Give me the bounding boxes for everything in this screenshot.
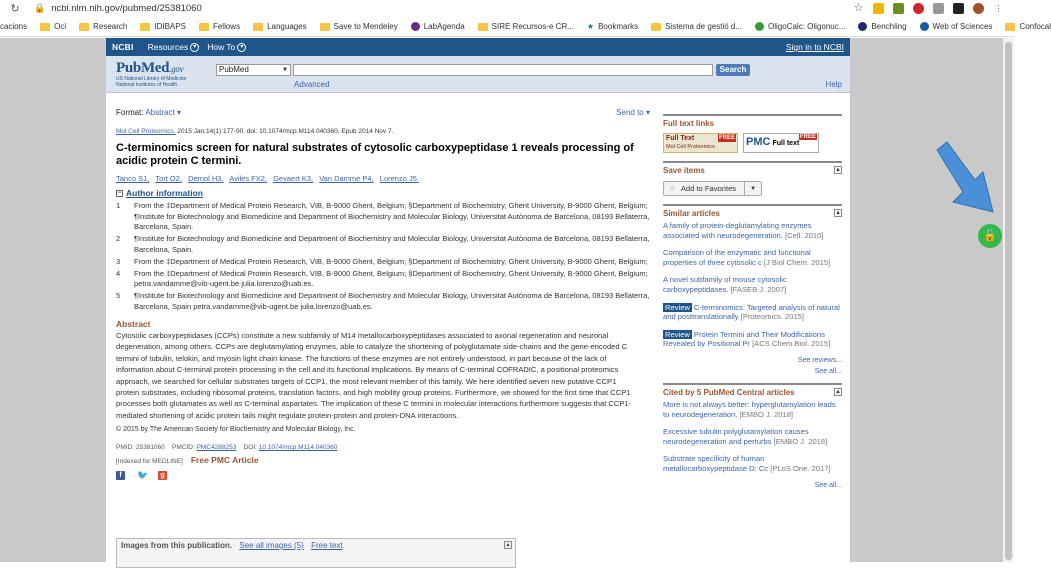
bookmark-item[interactable]: Languages: [253, 22, 307, 31]
resources-label: Resources: [147, 42, 189, 52]
ft-logo-line2: Mol Cell Proteomics: [666, 144, 715, 150]
images-from-publication: [116, 538, 516, 568]
see-all-images-link[interactable]: See all images (5): [239, 541, 304, 550]
database-select-value: PubMed: [219, 65, 249, 74]
author-link[interactable]: Lorenzo J5.: [379, 174, 419, 183]
cited-article-link[interactable]: [663, 427, 842, 446]
save-items-label: Save items: [663, 166, 705, 175]
copyright: © 2015 by The American Society for Biochemistry and Molecular Biology, Inc.: [116, 426, 356, 434]
full-text-links-heading: Full text links: [663, 119, 715, 128]
affiliation-text: From the ‡Department of Medical Protein Research, VIB, B-9000 Ghent, Belgium; §Department of Biochemistry, Ghent University, B-9000 Ghent, Belgium; ¶Institute for Biotechnology and Biomedicine and Department of Biochemistry and Molecular Biology, Universitat Autònoma de Barcelona, 08193 Bellaterra, Barcelona, Spain.: [134, 201, 650, 231]
ft-logo-line1: Full Text: [666, 135, 695, 142]
send-to-dropdown[interactable]: Send to ▾: [616, 108, 650, 117]
free-text-link[interactable]: Free text: [311, 541, 343, 550]
cited-article-source: [EMBO J. 2018]: [773, 436, 828, 446]
advanced-search-link[interactable]: Advanced: [294, 80, 330, 89]
affiliation-item: [116, 234, 650, 255]
site-icon: [411, 22, 420, 31]
cited-by-label: Cited by 5 PubMed Central articles: [663, 387, 795, 397]
help-link[interactable]: Help: [825, 80, 842, 89]
affiliation-item: [116, 291, 650, 312]
avatar[interactable]: [973, 3, 984, 14]
folder-icon: [478, 23, 488, 31]
cited-article-source: [PLoS One. 2017]: [770, 463, 831, 473]
affiliation-number: 1: [116, 201, 121, 210]
extensions-area: [853, 3, 1004, 14]
author-link[interactable]: Gevaert K3,: [273, 174, 314, 183]
full-text-logos: [663, 133, 842, 153]
cited-article-link[interactable]: [663, 454, 842, 473]
similar-article-title: A family of protein-deglutamylating enzymes associated with neurodegeneration.: [663, 221, 812, 240]
cited-article-title: Excessive tubulin polyglutamylation causes neurodegeneration and perturbs: [663, 427, 809, 446]
bookmark-item[interactable]: Save to Mendeley: [320, 22, 398, 31]
similar-articles-section: [663, 204, 842, 375]
pubmed-logo[interactable]: [116, 60, 196, 88]
browser-viewport: [0, 38, 1014, 562]
bookmark-item[interactable]: SIRE Recursos-e CR...: [478, 22, 574, 31]
extension-icon[interactable]: [953, 3, 964, 14]
affiliation-number: 2: [116, 234, 121, 243]
chevron-down-icon: ▾: [190, 43, 199, 52]
author-link[interactable]: Van Damme P4,: [319, 174, 374, 183]
pubmed-logo-text: PubMed: [116, 60, 170, 76]
author-link[interactable]: Tanco S1,: [116, 174, 150, 183]
author-link[interactable]: Aviles FX2,: [229, 174, 267, 183]
author-info-label: Author information: [126, 188, 203, 198]
author-link[interactable]: Tort O2,: [155, 174, 182, 183]
pubmed-search-header: [106, 56, 850, 93]
similar-article-title: Protein Termini and Their Modifications Revealed by Positional Pr: [663, 329, 825, 349]
bookmarks-bar: [0, 17, 1051, 37]
folder-icon: [140, 23, 150, 31]
abstract-text: Cytosolic carboxypeptidases (CCPs) constitute a new subfamily of M14 metallocarboxypeptidases associated to axonal regeneration and neuronal degeneration, among others. CCPs are deglutamylating enzymes, able to catalyze the shortening of polyglutamate side-chains and the gene-encoded C termini of tubulin, telokin, and myosin light chain kinase. The functions of these enzymes are not entirely understood, in part because of the lack of information about C-terminal protein processing in the cell and its functional implications. By means of C-terminal COFRADIC, a positional proteomics approach, we searched for cellular substrates targets of CCP1, the most relevant member of this family. We here identified seven new putative CCP1 protein substrates, including ribosomal proteins, translation factors, and high mobility group proteins. Furthermore, we showed for the first time that CCP1 processes both glutamates as well as C-terminal aspartates. The implication of these C termini in molecular interactions furthermore suggests that CCP1-mediated shortening of acidic protein tails might regulate protein-protein and protein-DNA interactions.: [116, 331, 632, 420]
similar-article-source: [Proteomics. 2015]: [740, 312, 805, 322]
similar-article-link[interactable]: [663, 303, 842, 322]
chevron-down-icon: ▼: [282, 67, 288, 73]
format-value: Abstract: [145, 108, 175, 117]
bookmark-item[interactable]: Benchling: [858, 22, 906, 31]
affiliation-item: [116, 201, 650, 233]
affiliation-number: 4: [116, 268, 121, 278]
pinterest-icon[interactable]: [913, 3, 924, 14]
similar-article-link[interactable]: [663, 221, 842, 240]
site-icon: [858, 22, 867, 31]
citation-details: 2015 Jan;14(1):177-90. doi: 10.1074/mcp.M114.040360. Epub 2014 Nov 7.: [177, 128, 394, 135]
format-row: [116, 108, 650, 120]
abstract-heading: Abstract: [116, 319, 151, 329]
similar-article-link[interactable]: [663, 275, 842, 294]
similar-article-title: Comparison of the enzymatic and functional properties of three cytosolic c: [663, 248, 811, 267]
resources-menu[interactable]: [148, 42, 200, 52]
author-info-toggle[interactable]: [116, 188, 650, 198]
citation: [116, 128, 650, 135]
cited-article-link[interactable]: [663, 400, 842, 419]
cited-article-title: More is not always better: hyperglutamylation leads to neurodegeneration.: [663, 399, 836, 419]
full-text-links-section: [663, 114, 842, 153]
share-twitter-icon[interactable]: 🐦: [137, 470, 149, 481]
bookmark-item[interactable]: Confocal: [1005, 22, 1051, 31]
cited-by-heading: [663, 388, 842, 400]
author-link[interactable]: Demol H3,: [188, 174, 224, 183]
extension-icon[interactable]: [873, 3, 884, 14]
see-all-cited-link[interactable]: See all...: [814, 481, 842, 489]
bookmark-item[interactable]: Sistema de gestió d...: [651, 22, 742, 31]
pubmed-logo-sub2: National Institutes of Health: [116, 81, 178, 88]
folder-icon: [199, 23, 209, 31]
signin-link[interactable]: Sign in to NCBI: [785, 42, 844, 52]
pubmed-page: [106, 38, 850, 562]
similar-article-source: [ACS Chem Biol. 2015]: [752, 339, 831, 349]
search-input[interactable]: [293, 64, 713, 76]
publisher-full-text-link[interactable]: [663, 133, 738, 153]
cited-article-title: Substrate specificity of human metallocarboxypeptidase D: Cc: [663, 454, 769, 473]
similar-article-source: [FASEB J. 2007]: [730, 284, 787, 294]
indexed-row: [116, 455, 650, 465]
chevron-down-icon: ▾: [237, 43, 246, 52]
identifier-row: [116, 444, 650, 451]
section-divider: [663, 114, 842, 116]
similar-article-source: [Cell. 2010]: [785, 230, 824, 240]
see-reviews-link[interactable]: See reviews...: [798, 356, 842, 364]
pmcid-link[interactable]: PMC4288253: [196, 444, 237, 452]
add-to-favorites-button[interactable]: [663, 181, 762, 196]
chevron-down-icon[interactable]: ▼: [750, 185, 757, 192]
save-items-section: [663, 161, 842, 196]
doi-label: DOI:: [243, 444, 257, 452]
pubmed-logo-gov: .gov: [169, 64, 184, 74]
article-title: C-terminomics screen for natural substrates of cytosolic carboxypeptidase 1 reveals processing of acidic protein C termini.: [116, 142, 634, 167]
site-icon: [920, 22, 929, 31]
article-main: [116, 108, 650, 480]
section-divider: [663, 161, 842, 163]
share-google-icon[interactable]: g: [158, 471, 167, 480]
send-to-label: Send to: [616, 108, 644, 117]
affiliation-number: 3: [116, 256, 121, 266]
affiliation-text: ¶Institute for Biotechnology and Biomedicine and Department of Biochemistry and Molecular Biology, Universitat Autònoma de Barcelona, 08193 Bellaterra, Barcelona, Spain.: [134, 234, 650, 254]
site-icon: [755, 22, 764, 31]
blue-arrow-icon: [935, 142, 995, 214]
save-items-heading: [663, 166, 842, 178]
green-lock-icon[interactable]: 🔓: [978, 224, 1002, 248]
collapse-icon[interactable]: ▴: [834, 166, 842, 174]
affiliation-item: [116, 269, 650, 290]
bookmark-item[interactable]: IDIBAPS: [140, 22, 186, 31]
page-scrollbar[interactable]: [1003, 38, 1014, 562]
pmid: PMID: 25381060: [116, 444, 165, 452]
menu-icon[interactable]: ⋮: [994, 4, 1003, 13]
collapse-icon[interactable]: ▴: [834, 388, 842, 396]
author-list: [116, 174, 650, 183]
pmc-logo-text: PMC: [746, 136, 771, 148]
folder-icon: [651, 23, 661, 31]
pmcid-label: PMCID:: [172, 444, 195, 452]
affiliation-item: [116, 257, 650, 268]
section-divider: [663, 383, 842, 385]
extension-icon[interactable]: [933, 3, 944, 14]
cited-article-source: [EMBO J. 2018]: [739, 409, 794, 419]
images-label: Images from this publication.: [121, 541, 233, 550]
format-dropdown[interactable]: Abstract ▾: [145, 108, 181, 117]
review-badge: Review: [665, 329, 690, 339]
see-all-similar-link[interactable]: See all...: [814, 367, 842, 375]
free-badge: FREE: [718, 135, 735, 141]
indexed-label: [Indexed for MEDLINE]: [116, 458, 183, 466]
folder-icon: [79, 23, 89, 31]
database-select[interactable]: [216, 64, 291, 76]
similar-article-source: [J Biol Chem. 2015]: [763, 257, 831, 267]
bookmark-item[interactable]: cacions: [0, 22, 28, 31]
right-sidebar: [663, 114, 842, 497]
share-row: [116, 471, 650, 480]
pubmed-logo-sub1: US National Library of Medicine: [116, 76, 187, 82]
affiliation-text: ¶Institute for Biotechnology and Biomedicine and Department of Biochemistry and Molecular Biology, Universitat Autònoma de Barcelona, 08193 Bellaterra, Barcelona, Spain petra.vandamme@vib-ugent.be julia.lorenzo@uab.es.: [134, 291, 650, 311]
add-to-favorites-label: Add to Favorites: [680, 184, 737, 193]
similar-article-title: C-terminomics: Targeted analysis of natural and posttranslationally: [663, 302, 840, 322]
journal-link[interactable]: Mol Cell Proteomics.: [116, 128, 176, 135]
share-facebook-icon[interactable]: f: [116, 471, 125, 480]
lock-icon[interactable]: 🔒: [34, 3, 46, 13]
similar-articles-label: Similar articles: [663, 209, 720, 218]
bookmark-item[interactable]: Web of Sciences: [920, 22, 993, 31]
affiliation-text: From the ‡Department of Medical Protein Research, VIB, B-9000 Ghent, Belgium; §Department of Biochemistry, Ghent University, B-9000 Ghent, Belgium; petra.vandamme@vib-ugent.be julia.lorenzo@uab.es.: [134, 268, 648, 288]
pmc-full-text-label: Full text: [772, 140, 800, 147]
folder-icon: [320, 23, 330, 31]
bookmark-item[interactable]: Research: [79, 22, 127, 31]
affiliation-list: [116, 201, 650, 312]
similar-article-link[interactable]: [663, 330, 842, 349]
pmc-full-text-link[interactable]: [743, 133, 819, 153]
affiliation-number: 5: [116, 291, 121, 300]
extension-icon[interactable]: [893, 3, 904, 14]
free-pmc-article: Free PMC Article: [190, 455, 259, 466]
collapse-icon: −: [117, 189, 122, 196]
browser-toolbar: [0, 0, 1014, 17]
doi-link[interactable]: 10.1074/mcp.M114.040360: [258, 444, 338, 452]
howto-label: How To: [207, 42, 236, 52]
collapse-icon[interactable]: ▴: [834, 209, 842, 217]
bookmark-item[interactable]: LabAgenda: [411, 22, 465, 31]
folder-icon: [1005, 23, 1015, 31]
star-icon[interactable]: ☆: [853, 2, 864, 14]
bookmark-item[interactable]: OligoCalc: Oligonuc...: [755, 22, 845, 31]
similar-article-link[interactable]: [663, 248, 842, 267]
folder-icon: [40, 23, 50, 31]
bookmark-item[interactable]: Fellows: [199, 22, 240, 31]
review-badge: Review: [665, 302, 690, 312]
similar-articles-heading: [663, 209, 842, 221]
collapse-icon[interactable]: ▴: [504, 541, 512, 549]
ncbi-top-bar: [106, 38, 850, 56]
section-divider: [663, 204, 842, 206]
cited-by-section: [663, 383, 842, 489]
folder-icon: [253, 23, 263, 31]
free-badge: FREE: [799, 134, 816, 140]
scrollbar-thumb[interactable]: [1005, 42, 1012, 560]
format-label: Format:: [116, 108, 144, 117]
search-button[interactable]: Search: [716, 64, 750, 76]
star-icon: ★: [586, 22, 595, 31]
reload-icon[interactable]: ↻: [10, 3, 20, 15]
star-icon: ☆: [669, 184, 676, 193]
howto-menu[interactable]: [207, 42, 246, 52]
affiliation-text: From the ‡Department of Medical Protein Research, VIB, B-9000 Ghent, Belgium; §Department of Biochemistry, Ghent University, B-9000 Ghent, Belgium;: [134, 256, 648, 266]
address-bar[interactable]: ncbi.nlm.nih.gov/pubmed/25381060: [51, 3, 202, 14]
similar-article-title: A novel subfamily of mouse cytosolic carboxypeptidases.: [663, 275, 787, 294]
bookmark-item[interactable]: ★ Bookmarks: [586, 22, 639, 31]
bookmark-item[interactable]: Oci: [40, 22, 66, 31]
ncbi-logo[interactable]: NCBI: [112, 42, 134, 52]
